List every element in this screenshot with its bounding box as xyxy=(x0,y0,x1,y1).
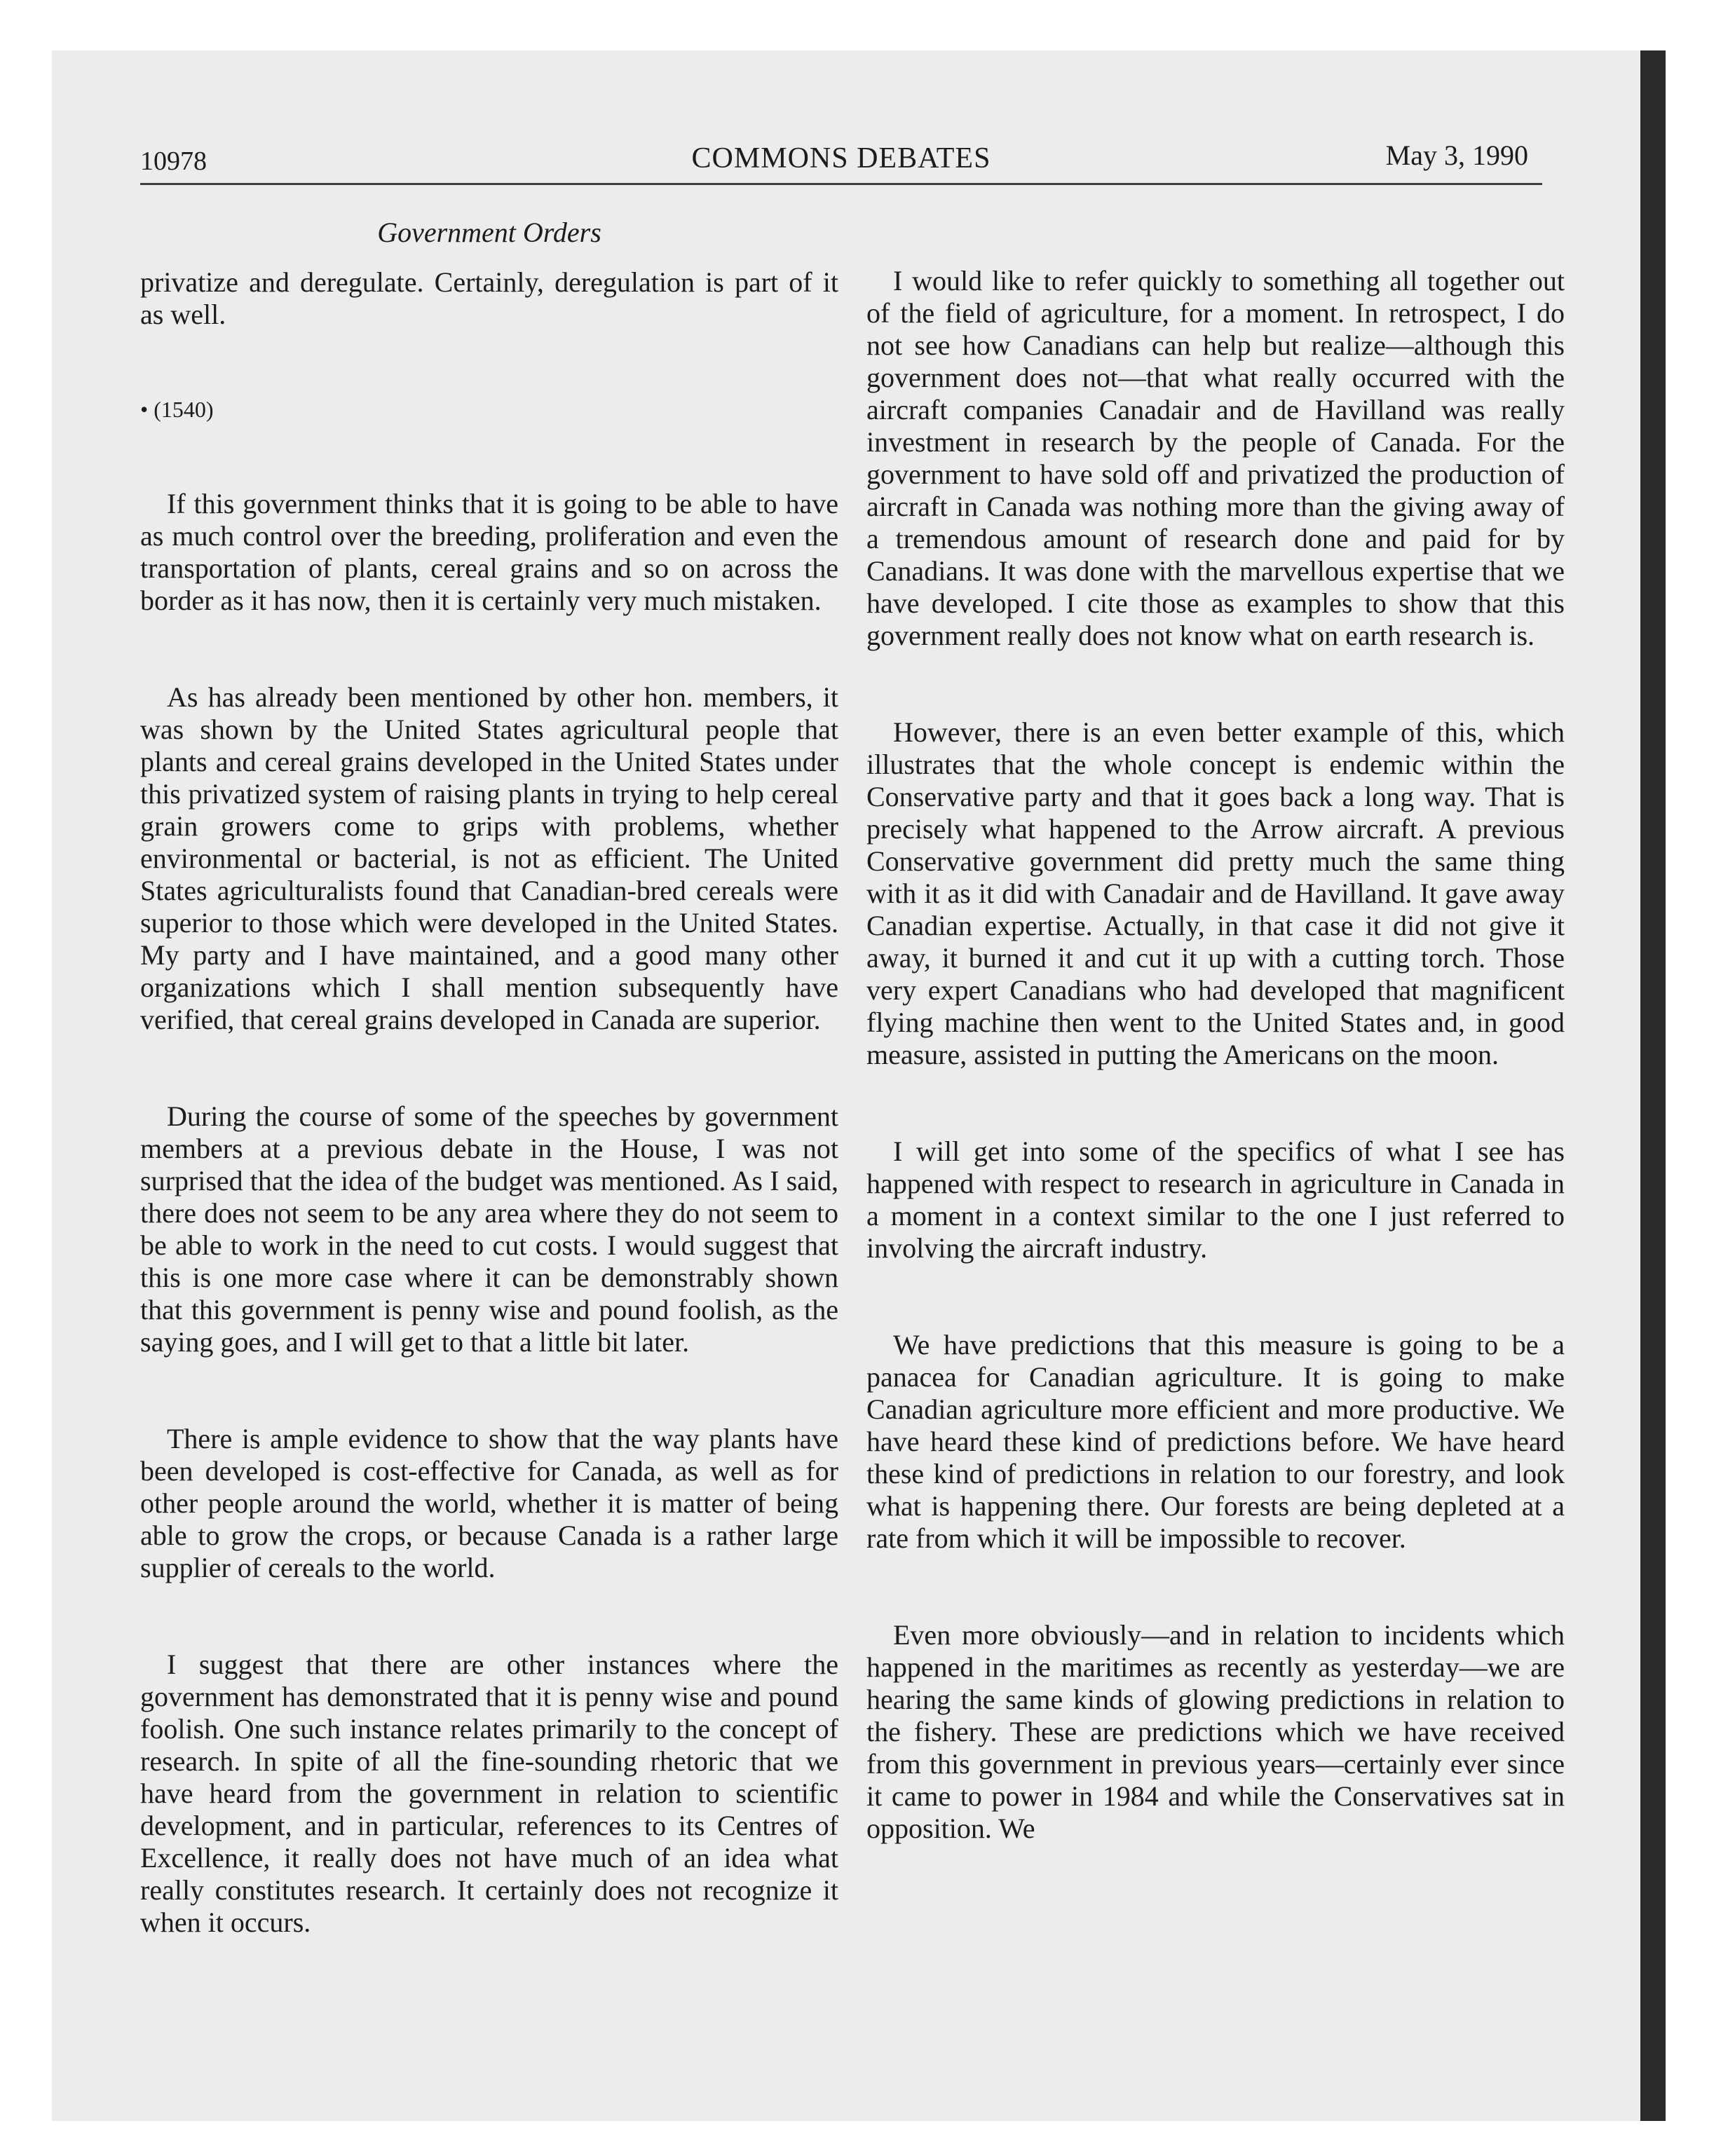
paragraph: However, there is an even better example of this, which illustrates that the whole concept is endemic within the Conservative party and that it goes back a long way. That is precisely what happened to the Arrow aircraft. A previous Conservative government did pretty much the same thing with it as it did with Canadair and de Havilland. It gave away Canadian expertise. Actually, in that case it did not give it away, it burned it and cut it up with a cutting torch. Those very expert Canadians who had developed that magnificent flying machine then went to the United States and, in good measure, assisted in putting the Americans on the moon. xyxy=(866,716,1565,1070)
paragraph: There is ample evidence to show that the way plants have been developed is cost-effective for Canada, as well as for other people around the world, whether it is matter of being able to grow the crops, or because Canada is a rather large supplier of cereals to the world. xyxy=(140,1423,838,1583)
page-edge-shadow xyxy=(1640,50,1666,2121)
paragraph: We have predictions that this measure is going to be a panacea for Canadian agriculture. It is going to make Canadian agriculture more efficient and more productive. We have heard these kind of predictions before. We have heard these kind of predictions in relation to our forestry, and look what is happening there. Our forests are being depleted at a rate from which it will be impossible to recover. xyxy=(866,1329,1565,1554)
publication-title: COMMONS DEBATES xyxy=(691,142,991,175)
paragraph: privatize and deregulate. Certainly, deregulation is part of it as well. xyxy=(140,266,838,330)
left-column xyxy=(140,266,838,1939)
header-rule xyxy=(140,183,1542,185)
publication-date: May 3, 1990 xyxy=(1385,139,1528,171)
right-column xyxy=(866,265,1565,1845)
paragraph: I suggest that there are other instances where the government has demonstrated that it is penny wise and pound foolish. One such instance relates primarily to the concept of research. In spite of all the fine-sounding rhetoric that we have heard from the government in relation to scientific development, and in particular, references to its Centres of Excellence, it really does not have much of an idea what really constitutes research. It certainly does not recognize it when it occurs. xyxy=(140,1649,838,1938)
page-number: 10978 xyxy=(140,146,207,176)
paragraph: Even more obviously—and in relation to incidents which happened in the maritimes as recently as yesterday—we are hearing the same kinds of glowing predictions in relation to the fishery. These are predictions which we have received from this government in previous years—certainly ever since it came to power in 1984 and while the Conservatives sat in opposition. We xyxy=(866,1619,1565,1844)
paragraph: If this government thinks that it is going to be able to have as much control over the breeding, proliferation and even the transportation of plants, cereal grains and so on across the border as it has now, then it is certainly very much mistaken. xyxy=(140,488,838,616)
paragraph: During the course of some of the speeches by government members at a previous debate in the House, I was not surprised that the idea of the budget was mentioned. As I said, there does not seem to be any area where they do not seem to be able to work in the need to cut costs. I would suggest that this is one more case where it can be demonstrably shown that this government is penny wise and pound foolish, as the saying goes, and I will get to that a little bit later. xyxy=(140,1100,838,1358)
time-marker: • (1540) xyxy=(140,397,214,422)
page-header xyxy=(140,139,1542,184)
paragraph: I would like to refer quickly to something all together out of the field of agriculture, for a moment. In retrospect, I do not see how Canadians can help but realize—although this government does not—that what really occurred with the aircraft companies Canadair and de Havilland was really investment in research by the people of Canada. For the government to have sold off and privatized the production of aircraft in Canada was nothing more than the giving away of a tremendous amount of research done and paid for by Canadians. It was done with the marvellous expertise that we have developed. I cite those as examples to show that this government really does not know what on earth research is. xyxy=(866,265,1565,651)
section-title: Government Orders xyxy=(377,217,601,248)
paragraph: I will get into some of the specifics of what I see has happened with respect to research in agriculture in Canada in a moment in a context similar to the one I just referred to involving the aircraft industry. xyxy=(866,1135,1565,1264)
paragraph: As has already been mentioned by other hon. members, it was shown by the United States agricultural people that plants and cereal grains developed in the United States under this privatized system of raising plants in trying to help cereal grain growers come to grips with problems, whether environmental or bacterial, is not as efficient. The United States agriculturalists found that Canadian-bred cereals were superior to those which were developed in the United States. My party and I have maintained, and a good many other organizations which I shall mention subsequently have verified, that cereal grains developed in Canada are superior. xyxy=(140,681,838,1035)
